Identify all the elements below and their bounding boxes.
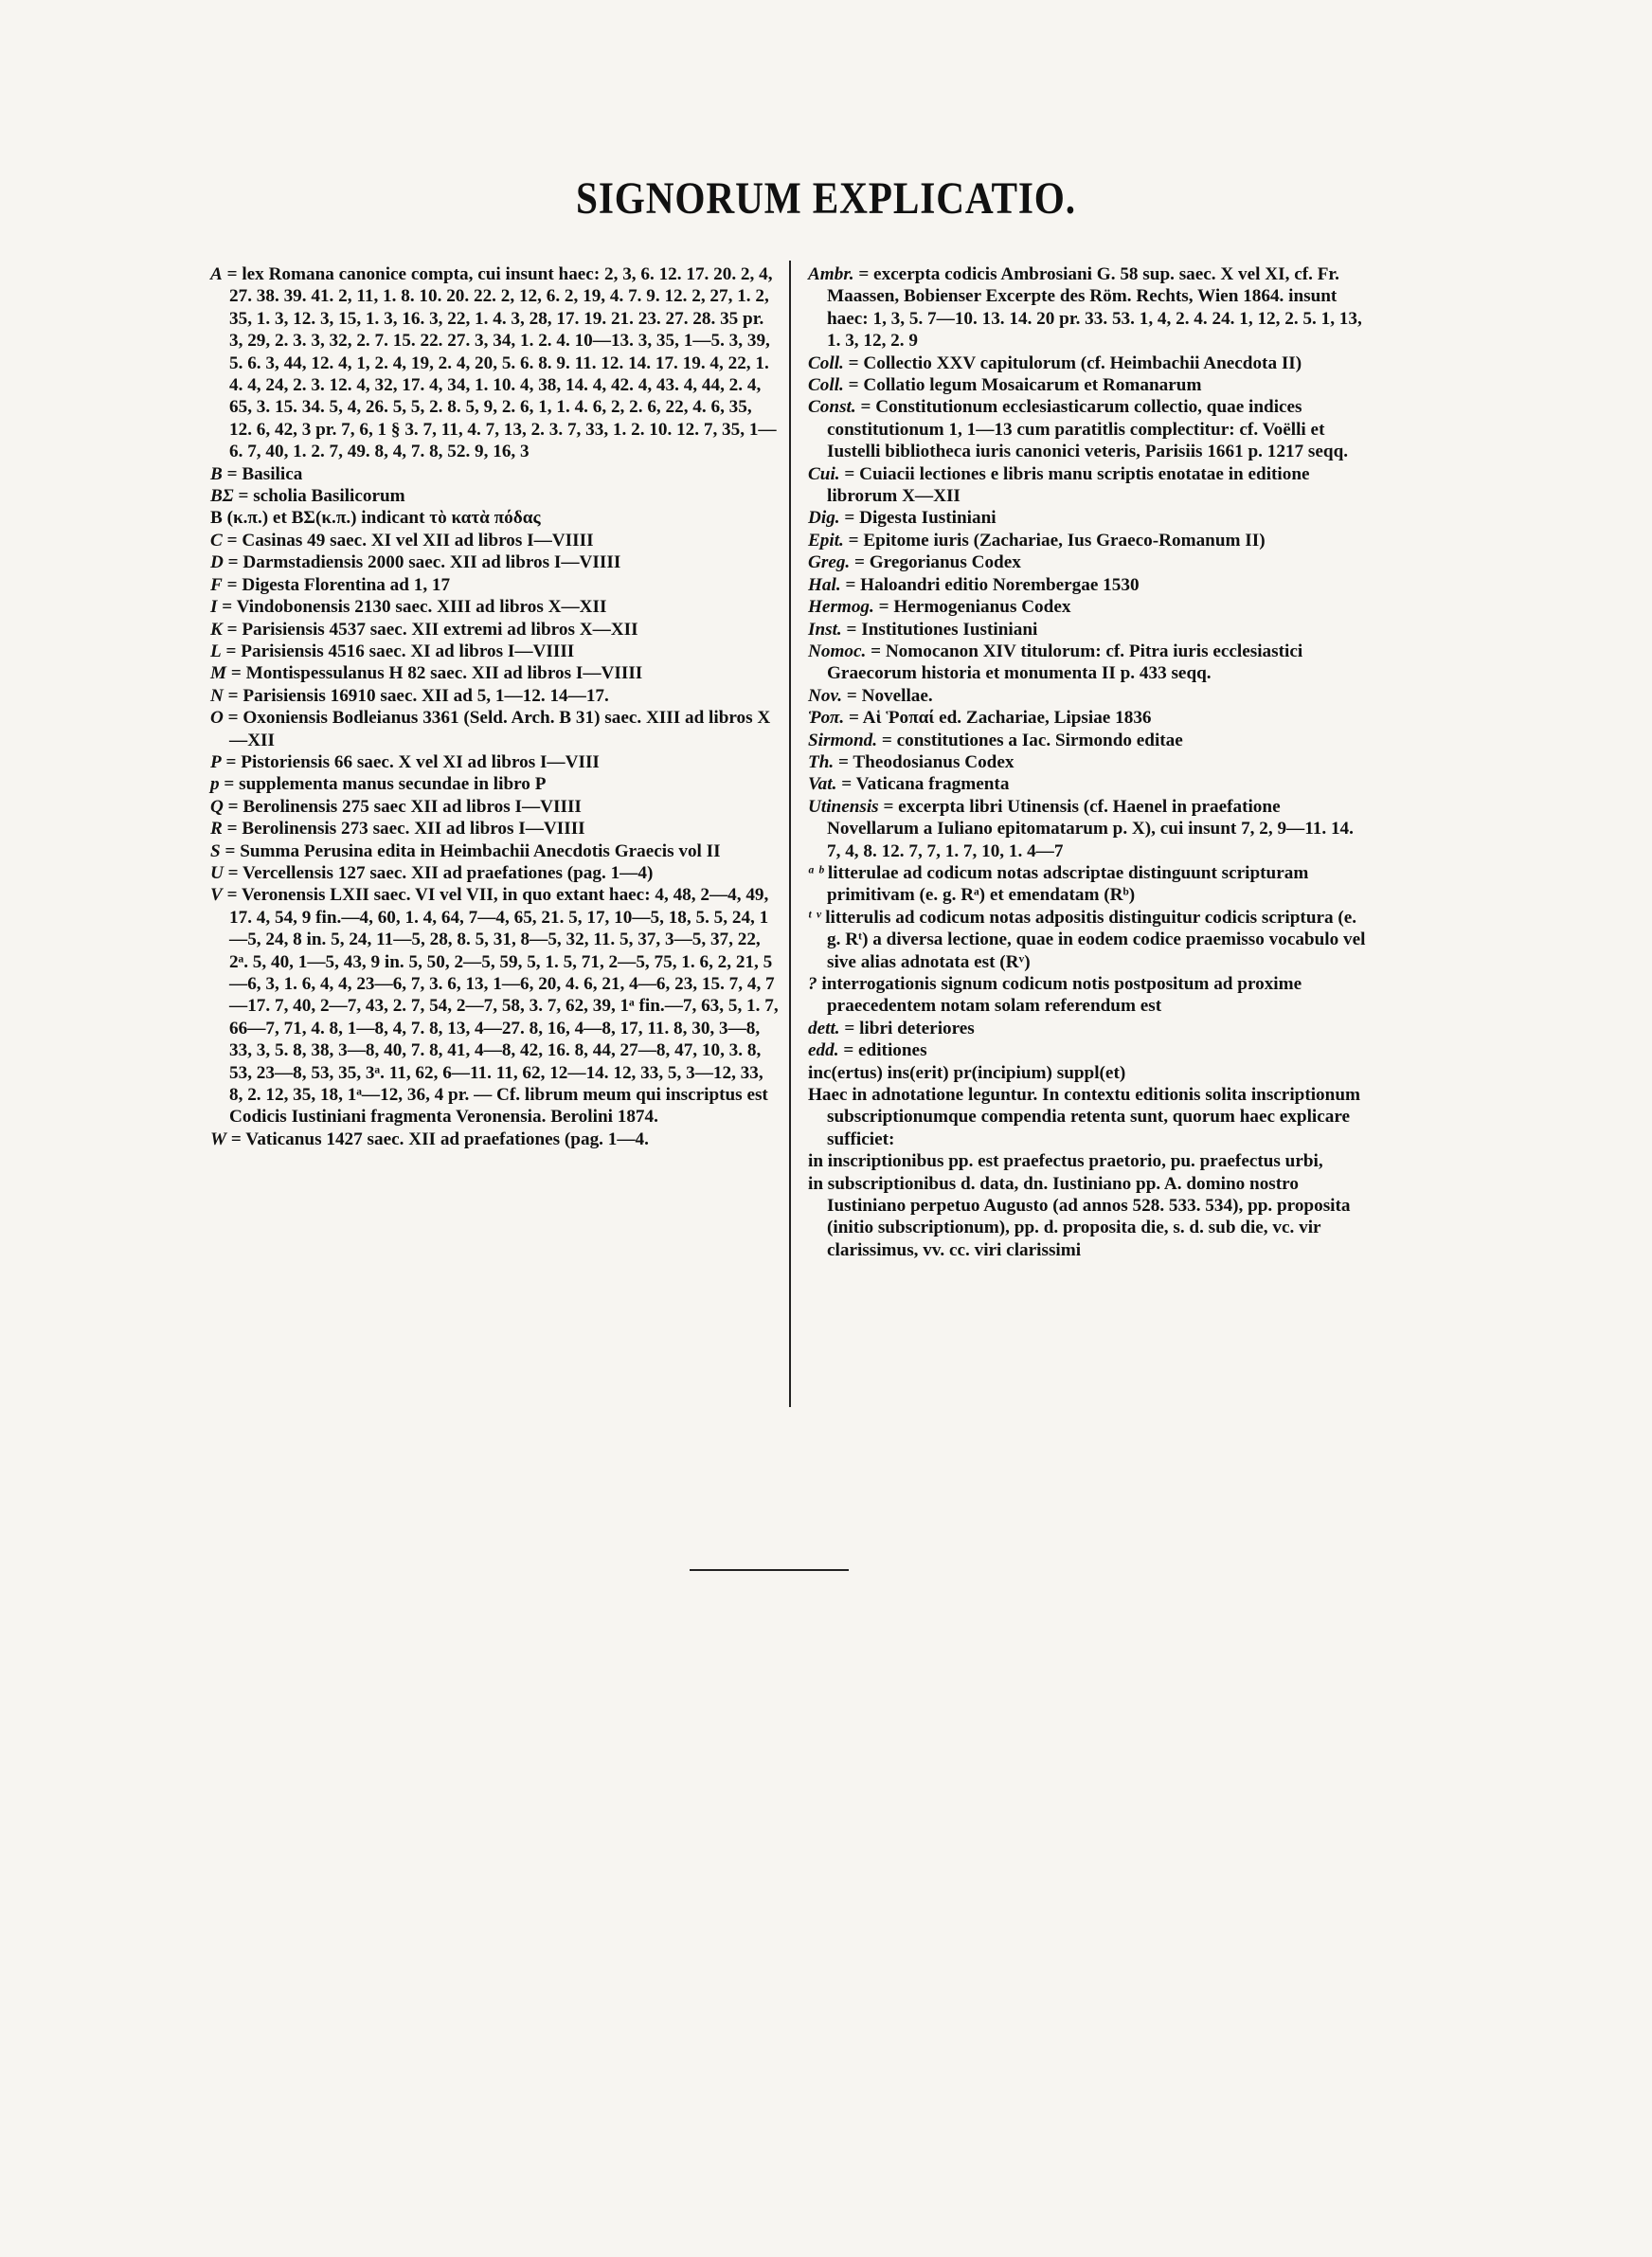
signum-entry [210, 862, 779, 884]
signum-explanation: = libri deteriores [844, 1018, 975, 1038]
signum-entry [808, 685, 1369, 707]
signum-explanation: = Hermogenianus Codex [878, 597, 1071, 618]
signum-siglum: L [210, 641, 222, 661]
signum-explanation: in subscriptionibus d. data, dn. Iustiniano pp. A. domino nostro Iustiniano perpetuo Augusto (ad annos 528. 533. 534), pp. proposita (initio subscriptionum), pp. d. proposita die, s. d. sub die, vc. vir clarissimus, vv. cc. viri clarissimi [808, 1173, 1351, 1260]
signum-explanation: = Collatio legum Mosaicarum et Romanarum [848, 375, 1202, 396]
signum-siglum: p [210, 774, 220, 795]
signum-entry [210, 641, 779, 662]
signum-explanation: = Epitome iuris (Zachariae, Ius Graeco-Romanum II) [848, 530, 1266, 551]
signum-siglum: B [210, 463, 223, 484]
signum-siglum: Ambr. [808, 264, 854, 284]
signum-siglum: A [210, 264, 223, 284]
signum-siglum: V [210, 885, 223, 906]
signum-explanation: = excerpta codicis Ambrosiani G. 58 sup. saec. X vel XI, cf. Fr. Maassen, Bobienser Excerpte des Röm. Rechts, Wien 1864. insunt haec: 1, 3, 5. 7—10. 13. 14. 20 pr. 33. 53. 1, 4, 2. 4. 24. 1, 12, 2. 5. 1, 13, 1. 3, 12, 2. 9 [827, 264, 1362, 352]
signum-explanation: = scholia Basilicorum [238, 486, 405, 507]
signa-right-column [808, 263, 1369, 1261]
signum-entry [808, 751, 1369, 773]
signum-explanation: = Vercellensis 127 saec. XII ad praefationes (pag. 1—4) [227, 862, 654, 883]
signum-entry [808, 463, 1369, 508]
signum-siglum: D [210, 552, 224, 573]
signum-entry [210, 485, 779, 507]
page-title: SIGNORUM EXPLICATIO. [576, 173, 1076, 224]
signum-explanation: litterulis ad codicum notas adpositis distinguitur codicis scriptura (e. g. Rᵗ) a diversa lectione, quae in eodem codice praemisso vocabulo vel sive alias adnotata est (Rᵛ) [825, 907, 1366, 972]
signum-entry [210, 619, 779, 641]
signum-entry [808, 773, 1369, 795]
signum-entry [808, 1084, 1369, 1150]
signum-entry [808, 352, 1369, 374]
signum-explanation: = supplementa manus secundae in libro P [224, 774, 547, 795]
signum-entry [808, 862, 1369, 907]
signum-explanation: = Gregorianus Codex [854, 552, 1021, 573]
signum-explanation: litterulae ad codicum notas adscriptae distinguunt scripturam primitivam (e. g. Rᵃ) et emendatam (Rᵇ) [827, 862, 1309, 906]
signum-explanation: = Αἱ Ῥοπαί ed. Zachariae, Lipsiae 1836 [848, 708, 1152, 729]
signum-entry [210, 884, 779, 1128]
signum-siglum: W [210, 1128, 227, 1149]
signum-siglum: Hermog. [808, 597, 874, 618]
signum-explanation: = Basilica [226, 463, 303, 484]
signum-siglum: Nomoc. [808, 641, 867, 661]
signum-siglum: Inst. [808, 619, 842, 640]
signum-siglum: dett. [808, 1018, 840, 1038]
signum-entry [808, 396, 1369, 462]
signum-explanation: = Collectio XXV capitulorum (cf. Heimbachii Anecdota II) [848, 352, 1302, 373]
signum-entry [210, 685, 779, 707]
signum-siglum: I [210, 597, 218, 618]
signum-explanation: inc(ertus) ins(erit) pr(incipium) suppl(et) [808, 1062, 1126, 1083]
signum-entry [210, 840, 779, 862]
signum-entry [808, 796, 1369, 862]
signum-explanation: = Casinas 49 saec. XI vel XII ad libros I—VIIII [226, 530, 594, 551]
signum-entry [808, 707, 1369, 729]
signum-explanation: = Novellae. [846, 685, 933, 706]
signum-siglum: ? [808, 974, 817, 994]
signum-entry [210, 463, 779, 485]
signum-siglum: Greg. [808, 552, 851, 573]
signum-siglum: Th. [808, 751, 835, 772]
signum-siglum: Coll. [808, 352, 844, 373]
signum-explanation: = Parisiensis 4537 saec. XII extremi ad libros X—XII [226, 619, 638, 640]
signum-explanation: = Nomocanon XIV titulorum: cf. Pitra iuris ecclesiastici Graecorum historia et monumenta II p. 433 seqq. [827, 641, 1303, 684]
signum-entry [210, 662, 779, 684]
signum-siglum: U [210, 862, 224, 883]
signum-explanation: in inscriptionibus pp. est praefectus praetorio, pu. praefectus urbi, [808, 1151, 1323, 1172]
signum-entry [808, 730, 1369, 751]
signum-siglum: K [210, 619, 223, 640]
signum-entry [808, 1062, 1369, 1084]
signum-siglum: Ῥοπ. [808, 708, 845, 729]
signum-explanation: = Parisiensis 4516 saec. XI ad libros I—VIIII [225, 641, 575, 661]
signum-siglum: R [210, 819, 223, 840]
signum-explanation: = Montispessulanus H 82 saec. XII ad libros I—VIIII [230, 663, 643, 684]
signum-explanation: = Cuiacii lectiones e libris manu scriptis enotatae in editione librorum X—XII [827, 463, 1310, 507]
signum-siglum: Dig. [808, 508, 840, 529]
signum-explanation: = Institutiones Iustiniani [846, 619, 1038, 640]
signum-entry [210, 530, 779, 551]
signum-entry [210, 773, 779, 795]
signum-entry [808, 641, 1369, 685]
signum-explanation: = editiones [843, 1040, 927, 1061]
signum-entry [210, 263, 779, 463]
signum-siglum: Hal. [808, 574, 841, 595]
signum-siglum: edd. [808, 1040, 839, 1061]
signum-entry [210, 751, 779, 773]
signum-entry [210, 551, 779, 573]
signum-siglum: N [210, 685, 224, 706]
closing-rule [690, 1569, 849, 1571]
signum-explanation: = Berolinensis 275 saec XII ad libros I—VIIII [227, 796, 582, 817]
signum-entry [808, 973, 1369, 1018]
signum-entry [808, 507, 1369, 529]
signum-siglum: BΣ [210, 486, 234, 507]
signum-entry [808, 619, 1369, 641]
signum-entry [210, 796, 779, 818]
signum-explanation: Haec in adnotatione leguntur. In contextu editionis solita inscriptionum subscriptionumque compendia retenta sunt, quorum haec explicare sufficiet: [808, 1085, 1360, 1149]
signum-entry [808, 1173, 1369, 1262]
signum-explanation: = Vindobonensis 2130 saec. XIII ad libros X—XII [222, 597, 607, 618]
signum-explanation: = Theodosianus Codex [838, 751, 1015, 772]
signum-siglum: ᵗ ᵛ [808, 907, 821, 928]
signum-entry [808, 1018, 1369, 1039]
signum-siglum: Sirmond. [808, 730, 878, 750]
signum-explanation: B (κ.π.) et BΣ(κ.π.) indicant τὸ κατὰ πόδας [210, 508, 541, 529]
signum-siglum: C [210, 530, 223, 551]
signum-siglum: F [210, 574, 223, 595]
signum-explanation: = Digesta Iustiniani [844, 508, 997, 529]
signum-explanation: = Summa Perusina edita in Heimbachii Anecdotis Graecis vol II [224, 840, 721, 861]
signum-explanation: = Vaticanus 1427 saec. XII ad praefationes (pag. 1—4. [230, 1128, 649, 1149]
signum-entry [210, 596, 779, 618]
signum-entry [210, 707, 779, 751]
signum-explanation: = Digesta Florentina ad 1, 17 [226, 574, 451, 595]
signum-siglum: M [210, 663, 227, 684]
signum-entry [210, 818, 779, 840]
signum-siglum: Epit. [808, 530, 844, 551]
signum-siglum: Utinensis [808, 796, 879, 817]
signum-explanation: interrogationis signum codicum notis postpositum ad proxime praecedentem notam solam referendum est [821, 974, 1302, 1017]
signum-entry [808, 1150, 1369, 1172]
signum-explanation: = Pistoriensis 66 saec. X vel XI ad libros I—VIII [225, 751, 600, 772]
signum-entry [808, 263, 1369, 352]
signum-entry [808, 1039, 1369, 1061]
signum-entry [808, 551, 1369, 573]
signum-explanation: = excerpta libri Utinensis (cf. Haenel in praefatione Novellarum a Iuliano epitomatarum p. X), cui insunt 7, 2, 9—11. 14. 7, 4, 8. 12. 7, 7, 1. 7, 10, 1. 4—7 [827, 796, 1354, 861]
signum-entry [210, 507, 779, 529]
signum-entry [808, 530, 1369, 551]
signa-left-column [210, 263, 779, 1150]
signum-entry [808, 596, 1369, 618]
signum-explanation: = Darmstadiensis 2000 saec. XII ad libros I—VIIII [227, 552, 621, 573]
signum-entry [808, 574, 1369, 596]
signum-explanation: = Constitutionum ecclesiasticarum collectio, quae indices constitutionum 1, 1—13 cum paratitlis complectitur: cf. Voëlli et Iustelli bibliotheca iuris canonici veteris, Parisiis 1661 p. 1217 seqq. [827, 397, 1349, 462]
signum-explanation: = Veronensis LXII saec. VI vel VII, in quo extant haec: 4, 48, 2—4, 49, 17. 4, 54, 9 fin.—4, 60, 1. 4, 64, 7—4, 65, 21. 5, 17, 10—5, 18, 5. 5, 24, 1—5, 24, 8 in. 5, 24, 11—5, 28, 8. 5, 31, 8—5, 32, 11. 5, 37, 3—5, 37, 22, 2ᵃ. 5, 40, 1—5, 43, 9 in. 5, 50, 2—5, 59, 5, 1. 5, 71, 2—5, 75, 1. 6, 2, 21, 5—6, 3, 1. 6, 4, 4, 23—6, 7, 3. 6, 13, 1—6, 20, 4. 6, 21, 4—6, 23, 15. 7, 4, 7—17. 7, 40, 2—7, 43, 2. 7, 54, 2—7, 58, 3. 7, 62, 39, 1ᵃ fin.—7, 63, 5, 1. 7, 66—7, 71, 4. 8, 1—8, 4, 7. 8, 13, 4—27. 8, 16, 4—8, 17, 11. 8, 30, 3—8, 33, 3, 5. 8, 38, 3—8, 40, 7. 8, 41, 4—8, 42, 16. 8, 44, 27—8, 47, 10, 3. 8, 53, 23—8, 53, 35, 3ᵃ. 11, 62, 6—11. 11, 62, 12—14. 12, 33, 5, 3—12, 33, 8, 2. 12, 35, 18, 1ᵃ—12, 36, 4 pr. — Cf. librum meum qui inscriptus est Codicis Iustiniani fragmenta Veronensia. Berolini 1874. [226, 885, 779, 1128]
signum-explanation: = constitutiones a Iac. Sirmondo editae [881, 730, 1183, 750]
signum-entry [808, 907, 1369, 973]
signum-siglum: Vat. [808, 774, 837, 795]
signum-explanation: = Vaticana fragmenta [841, 774, 1010, 795]
signum-siglum: Nov. [808, 685, 843, 706]
signum-siglum: O [210, 708, 224, 729]
signum-entry [808, 374, 1369, 396]
signum-explanation: = lex Romana canonice compta, cui insunt haec: 2, 3, 6. 12. 17. 20. 2, 4, 27. 38. 39. 41. 2, 11, 1. 8. 10. 20. 22. 2, 12, 6. 2, 19, 4. 7. 9. 12. 2, 27, 1. 2, 35, 1. 3, 12. 3, 15, 1. 3, 16. 3, 22, 1. 4. 3, 28, 17. 19. 21. 23. 27. 28. 35 pr. 3, 29, 2. 3. 3, 32, 2. 7. 15. 22. 27. 3, 34, 1. 2. 4. 10—13. 3, 35, 1—5. 3, 39, 5. 6. 3, 44, 12. 4, 1, 2. 4, 19, 2. 4, 20, 5. 6. 8. 9. 11. 12. 14. 17. 19. 4, 22, 1. 4. 4, 24, 2. 3. 12. 4, 32, 17. 4, 34, 1. 10. 4, 38, 14. 4, 42. 4, 43. 4, 44, 2. 4, 65, 3. 15. 34. 5, 4, 26. 5, 5, 2. 8. 5, 9, 2. 6, 1, 1. 4. 6, 2, 2. 6, 22, 4. 6, 35, 12. 6, 42, 3 pr. 7, 6, 1 § 3. 7, 11, 4. 7, 13, 2. 3. 7, 33, 1. 2. 10. 12. 7, 35, 1—6. 7, 40, 1. 2. 7, 49. 8, 4, 7. 8, 52. 9, 16, 3 [226, 264, 777, 462]
signum-explanation: = Oxoniensis Bodleianus 3361 (Seld. Arch. B 31) saec. XIII ad libros X—XII [227, 708, 771, 750]
signum-siglum: Coll. [808, 375, 844, 396]
signum-siglum: P [210, 751, 222, 772]
signum-siglum: Const. [808, 397, 856, 418]
signum-entry [210, 1128, 779, 1150]
signum-siglum: Cui. [808, 463, 840, 484]
signum-siglum: Q [210, 796, 224, 817]
signum-explanation: = Parisiensis 16910 saec. XII ad 5, 1—12. 14—17. [227, 685, 609, 706]
signum-explanation: = Berolinensis 273 saec. XII ad libros I—VIIII [226, 819, 585, 840]
signum-siglum: ᵃ ᵇ [808, 862, 824, 883]
signum-explanation: = Haloandri editio Norembergae 1530 [845, 574, 1140, 595]
signum-siglum: S [210, 840, 221, 861]
signum-entry [210, 574, 779, 596]
column-divider [789, 261, 791, 1407]
